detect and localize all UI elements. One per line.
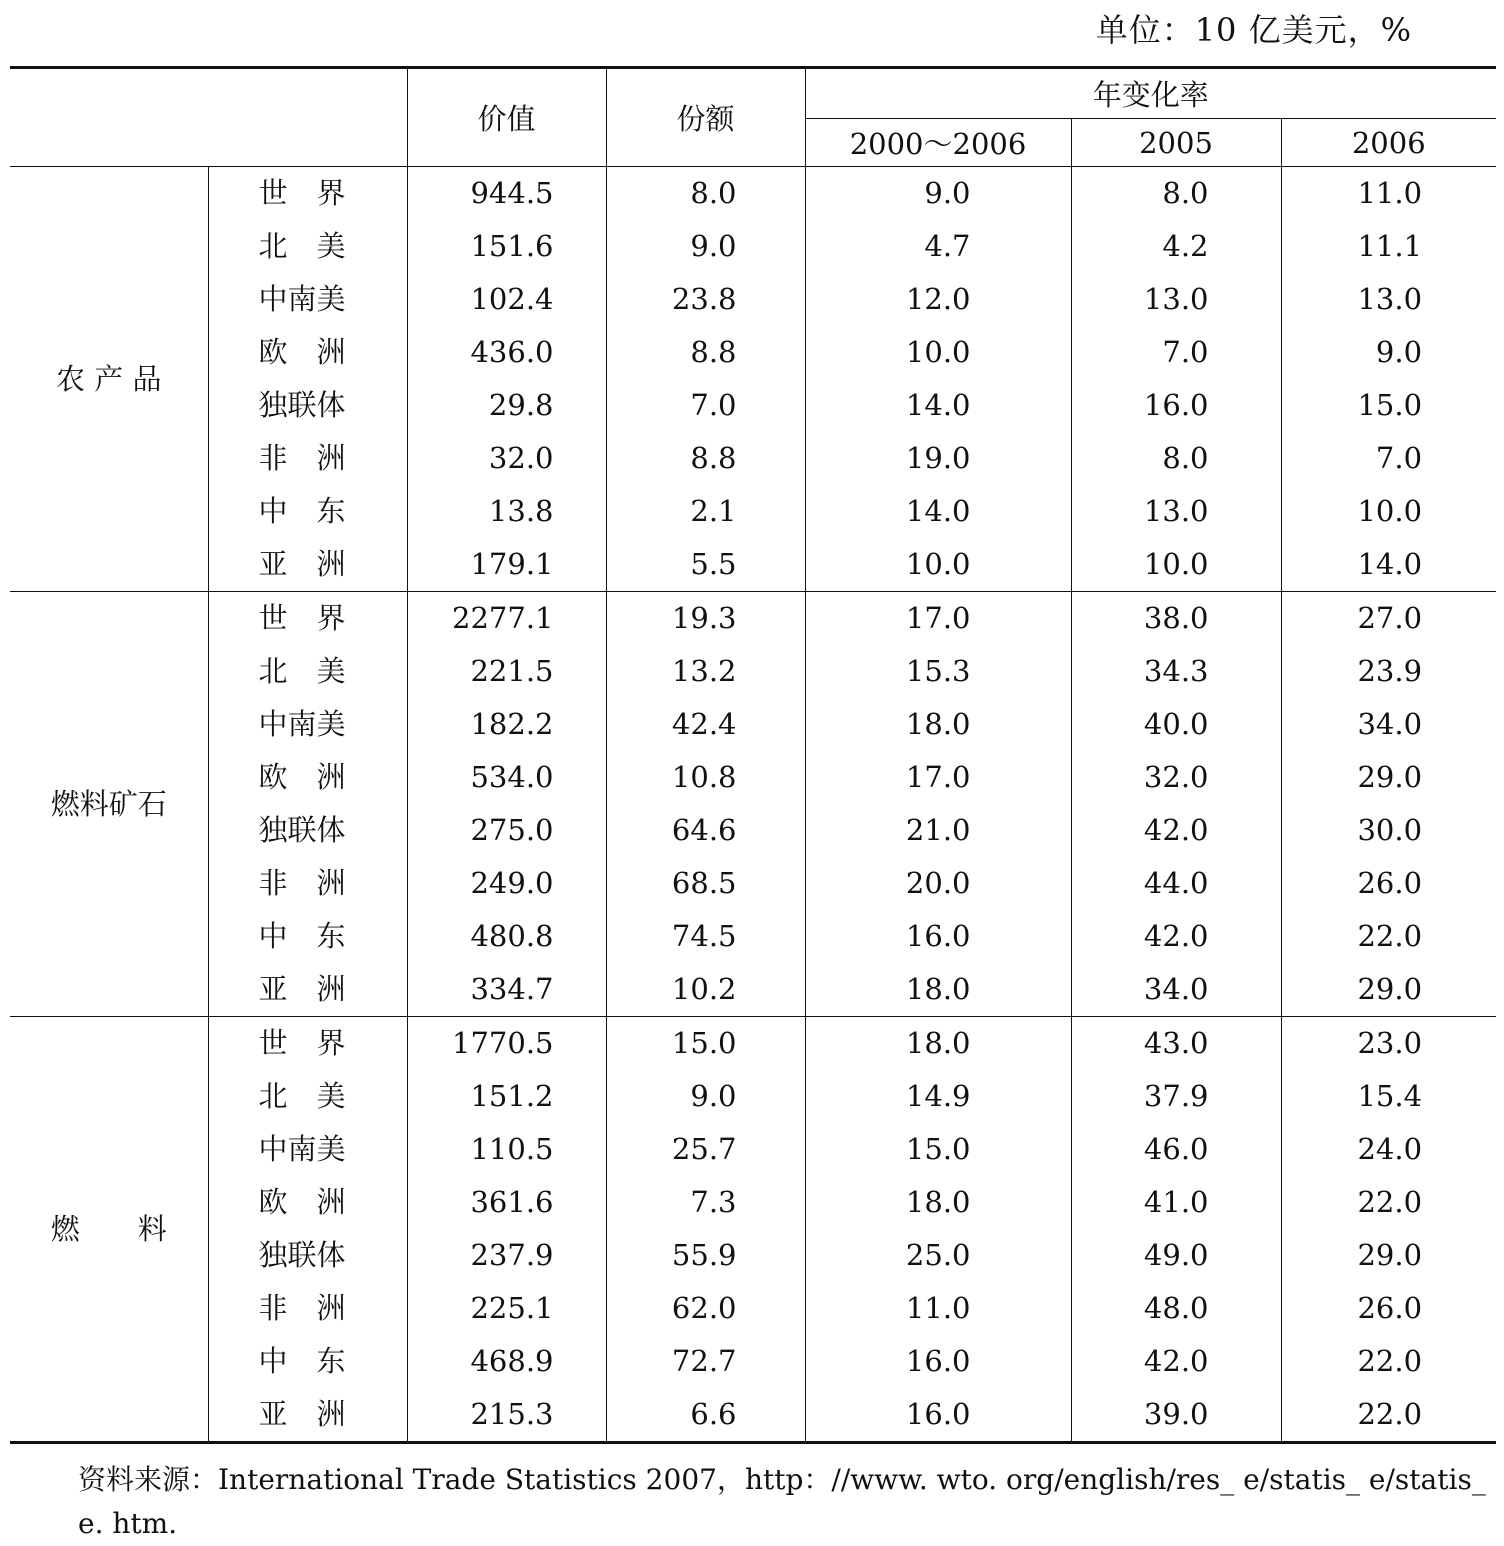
value-cell: 179.1 xyxy=(407,538,606,592)
rate-2005-cell: 39.0 xyxy=(1071,1388,1281,1443)
share-cell: 10.8 xyxy=(606,751,805,804)
rate-2006-cell: 34.0 xyxy=(1281,698,1496,751)
table-row xyxy=(10,963,1496,1017)
share-cell: 9.0 xyxy=(606,1070,805,1123)
rate-2000-2006-cell: 16.0 xyxy=(805,1335,1071,1388)
share-cell: 19.3 xyxy=(606,592,805,646)
value-cell: 237.9 xyxy=(407,1229,606,1282)
table-row xyxy=(10,273,1496,326)
rate-2000-2006-cell: 18.0 xyxy=(805,698,1071,751)
rate-2000-2006-cell: 16.0 xyxy=(805,1388,1071,1443)
rate-2005-cell: 32.0 xyxy=(1071,751,1281,804)
rate-2000-2006-cell: 12.0 xyxy=(805,273,1071,326)
value-cell: 436.0 xyxy=(407,326,606,379)
value-cell: 215.3 xyxy=(407,1388,606,1443)
share-cell: 25.7 xyxy=(606,1123,805,1176)
table-row xyxy=(10,751,1496,804)
value-cell: 182.2 xyxy=(407,698,606,751)
rate-2000-2006-cell: 15.3 xyxy=(805,645,1071,698)
region-label: 欧 洲 xyxy=(208,326,407,379)
value-cell: 944.5 xyxy=(407,167,606,221)
rate-2005-cell: 4.2 xyxy=(1071,220,1281,273)
unit-note: 单位：10 亿美元，% xyxy=(1095,11,1412,49)
rate-2000-2006-cell: 17.0 xyxy=(805,592,1071,646)
value-cell: 110.5 xyxy=(407,1123,606,1176)
table-row xyxy=(10,698,1496,751)
value-cell: 534.0 xyxy=(407,751,606,804)
rate-2006-cell: 11.0 xyxy=(1281,167,1496,221)
rate-2000-2006-cell: 9.0 xyxy=(805,167,1071,221)
rate-2006-cell: 30.0 xyxy=(1281,804,1496,857)
rate-2000-2006-cell: 18.0 xyxy=(805,1176,1071,1229)
value-cell: 2277.1 xyxy=(407,592,606,646)
rate-2000-2006-cell: 17.0 xyxy=(805,751,1071,804)
rate-2005-cell: 13.0 xyxy=(1071,485,1281,538)
table-row xyxy=(10,1335,1496,1388)
table-row xyxy=(10,1388,1496,1443)
value-cell: 151.6 xyxy=(407,220,606,273)
rate-2005-cell: 34.0 xyxy=(1071,963,1281,1017)
value-cell: 225.1 xyxy=(407,1282,606,1335)
rate-2000-2006-cell: 4.7 xyxy=(805,220,1071,273)
rate-2000-2006-cell: 14.9 xyxy=(805,1070,1071,1123)
rate-2000-2006-cell: 25.0 xyxy=(805,1229,1071,1282)
share-cell: 6.6 xyxy=(606,1388,805,1443)
share-cell: 13.2 xyxy=(606,645,805,698)
region-label: 欧 洲 xyxy=(208,1176,407,1229)
rate-2000-2006-cell: 19.0 xyxy=(805,432,1071,485)
region-label: 中 东 xyxy=(208,1335,407,1388)
value-cell: 1770.5 xyxy=(407,1017,606,1071)
rate-2000-2006-cell: 18.0 xyxy=(805,1017,1071,1071)
rate-2006-cell: 10.0 xyxy=(1281,485,1496,538)
table-row xyxy=(10,538,1496,592)
table-row xyxy=(10,1229,1496,1282)
share-cell: 7.3 xyxy=(606,1176,805,1229)
rate-2006-cell: 24.0 xyxy=(1281,1123,1496,1176)
share-cell: 42.4 xyxy=(606,698,805,751)
value-cell: 13.8 xyxy=(407,485,606,538)
rate-2005-cell: 49.0 xyxy=(1071,1229,1281,1282)
region-label: 亚 洲 xyxy=(208,1388,407,1443)
value-cell: 102.4 xyxy=(407,273,606,326)
rate-2000-2006-cell: 21.0 xyxy=(805,804,1071,857)
table-row xyxy=(10,220,1496,273)
rate-2006-cell: 29.0 xyxy=(1281,1229,1496,1282)
category-label: 农 产 品 xyxy=(10,167,208,592)
rate-2005-cell: 16.0 xyxy=(1071,379,1281,432)
rate-2005-cell: 48.0 xyxy=(1071,1282,1281,1335)
share-cell: 7.0 xyxy=(606,379,805,432)
region-label: 世 界 xyxy=(208,167,407,221)
region-label: 亚 洲 xyxy=(208,538,407,592)
rate-2006-cell: 26.0 xyxy=(1281,1282,1496,1335)
category-label: 燃 料 xyxy=(10,1017,208,1443)
region-label: 非 洲 xyxy=(208,432,407,485)
value-cell: 275.0 xyxy=(407,804,606,857)
rate-2006-cell: 22.0 xyxy=(1281,910,1496,963)
share-cell: 74.5 xyxy=(606,910,805,963)
region-label: 中南美 xyxy=(208,698,407,751)
value-cell: 249.0 xyxy=(407,857,606,910)
region-label: 中南美 xyxy=(208,1123,407,1176)
table-row xyxy=(10,1017,1496,1071)
rate-2006-cell: 13.0 xyxy=(1281,273,1496,326)
rate-2005-cell: 41.0 xyxy=(1071,1176,1281,1229)
rate-2005-cell: 38.0 xyxy=(1071,592,1281,646)
share-cell: 8.0 xyxy=(606,167,805,221)
rate-2000-2006-cell: 11.0 xyxy=(805,1282,1071,1335)
rate-2006-cell: 11.1 xyxy=(1281,220,1496,273)
rate-2000-2006-cell: 16.0 xyxy=(805,910,1071,963)
rate-2006-cell: 22.0 xyxy=(1281,1388,1496,1443)
rate-2005-cell: 42.0 xyxy=(1071,1335,1281,1388)
header-year-2005: 2005 xyxy=(1071,119,1281,167)
header-period-2000-2006: 2000～2006 xyxy=(805,119,1071,167)
header-annual-change: 年变化率 xyxy=(805,68,1496,119)
rate-2005-cell: 42.0 xyxy=(1071,804,1281,857)
region-label: 欧 洲 xyxy=(208,751,407,804)
header-blank-cell xyxy=(10,68,407,167)
rate-2006-cell: 7.0 xyxy=(1281,432,1496,485)
rate-2006-cell: 29.0 xyxy=(1281,963,1496,1017)
region-label: 独联体 xyxy=(208,804,407,857)
region-label: 独联体 xyxy=(208,1229,407,1282)
table-header xyxy=(10,68,1496,167)
rate-2005-cell: 10.0 xyxy=(1071,538,1281,592)
table-row xyxy=(10,804,1496,857)
region-label: 北 美 xyxy=(208,220,407,273)
rate-2005-cell: 7.0 xyxy=(1071,326,1281,379)
source-note: 资料来源：International Trade Statistics 2007，http：//www. wto. org/english/res_ e/statis_ e/statis_ e. htm. xyxy=(78,1463,1486,1540)
table-row xyxy=(10,1070,1496,1123)
rate-2006-cell: 14.0 xyxy=(1281,538,1496,592)
table-row xyxy=(10,1282,1496,1335)
rate-2006-cell: 15.4 xyxy=(1281,1070,1496,1123)
value-cell: 32.0 xyxy=(407,432,606,485)
table-row xyxy=(10,1123,1496,1176)
rate-2006-cell: 29.0 xyxy=(1281,751,1496,804)
header-share: 份额 xyxy=(606,68,805,167)
rate-2006-cell: 9.0 xyxy=(1281,326,1496,379)
rate-2006-cell: 22.0 xyxy=(1281,1176,1496,1229)
table-row xyxy=(10,326,1496,379)
rate-2005-cell: 43.0 xyxy=(1071,1017,1281,1071)
rate-2005-cell: 44.0 xyxy=(1071,857,1281,910)
rate-2006-cell: 23.9 xyxy=(1281,645,1496,698)
value-cell: 361.6 xyxy=(407,1176,606,1229)
share-cell: 55.9 xyxy=(606,1229,805,1282)
table-row xyxy=(10,167,1496,221)
region-label: 北 美 xyxy=(208,645,407,698)
rate-2000-2006-cell: 14.0 xyxy=(805,485,1071,538)
value-cell: 221.5 xyxy=(407,645,606,698)
share-cell: 9.0 xyxy=(606,220,805,273)
value-cell: 480.8 xyxy=(407,910,606,963)
rate-2005-cell: 13.0 xyxy=(1071,273,1281,326)
region-label: 中南美 xyxy=(208,273,407,326)
region-label: 世 界 xyxy=(208,1017,407,1071)
table-row xyxy=(10,910,1496,963)
share-cell: 23.8 xyxy=(606,273,805,326)
header-year-2006: 2006 xyxy=(1281,119,1496,167)
table-body xyxy=(10,167,1496,1443)
value-cell: 29.8 xyxy=(407,379,606,432)
region-label: 非 洲 xyxy=(208,857,407,910)
region-label: 非 洲 xyxy=(208,1282,407,1335)
table-row xyxy=(10,857,1496,910)
region-label: 独联体 xyxy=(208,379,407,432)
rate-2006-cell: 27.0 xyxy=(1281,592,1496,646)
region-label: 亚 洲 xyxy=(208,963,407,1017)
table-row xyxy=(10,645,1496,698)
region-label: 世 界 xyxy=(208,592,407,646)
table-row xyxy=(10,485,1496,538)
table-row xyxy=(10,592,1496,646)
share-cell: 68.5 xyxy=(606,857,805,910)
rate-2000-2006-cell: 20.0 xyxy=(805,857,1071,910)
share-cell: 62.0 xyxy=(606,1282,805,1335)
region-label: 中 东 xyxy=(208,910,407,963)
rate-2000-2006-cell: 18.0 xyxy=(805,963,1071,1017)
share-cell: 8.8 xyxy=(606,432,805,485)
table-row xyxy=(10,1176,1496,1229)
header-value: 价值 xyxy=(407,68,606,167)
rate-2005-cell: 34.3 xyxy=(1071,645,1281,698)
region-label: 中 东 xyxy=(208,485,407,538)
rate-2000-2006-cell: 14.0 xyxy=(805,379,1071,432)
category-label: 燃料矿石 xyxy=(10,592,208,1017)
share-cell: 64.6 xyxy=(606,804,805,857)
rate-2005-cell: 40.0 xyxy=(1071,698,1281,751)
rate-2006-cell: 23.0 xyxy=(1281,1017,1496,1071)
value-cell: 468.9 xyxy=(407,1335,606,1388)
table-row xyxy=(10,379,1496,432)
rate-2005-cell: 42.0 xyxy=(1071,910,1281,963)
rate-2000-2006-cell: 10.0 xyxy=(805,538,1071,592)
trade-table xyxy=(10,66,1496,1444)
value-cell: 151.2 xyxy=(407,1070,606,1123)
rate-2006-cell: 22.0 xyxy=(1281,1335,1496,1388)
rate-2005-cell: 8.0 xyxy=(1071,167,1281,221)
region-label: 北 美 xyxy=(208,1070,407,1123)
table-row xyxy=(10,432,1496,485)
rate-2000-2006-cell: 15.0 xyxy=(805,1123,1071,1176)
rate-2005-cell: 8.0 xyxy=(1071,432,1281,485)
share-cell: 15.0 xyxy=(606,1017,805,1071)
rate-2000-2006-cell: 10.0 xyxy=(805,326,1071,379)
share-cell: 10.2 xyxy=(606,963,805,1017)
share-cell: 8.8 xyxy=(606,326,805,379)
share-cell: 2.1 xyxy=(606,485,805,538)
share-cell: 72.7 xyxy=(606,1335,805,1388)
share-cell: 5.5 xyxy=(606,538,805,592)
rate-2005-cell: 37.9 xyxy=(1071,1070,1281,1123)
rate-2006-cell: 26.0 xyxy=(1281,857,1496,910)
rate-2006-cell: 15.0 xyxy=(1281,379,1496,432)
value-cell: 334.7 xyxy=(407,963,606,1017)
rate-2005-cell: 46.0 xyxy=(1071,1123,1281,1176)
